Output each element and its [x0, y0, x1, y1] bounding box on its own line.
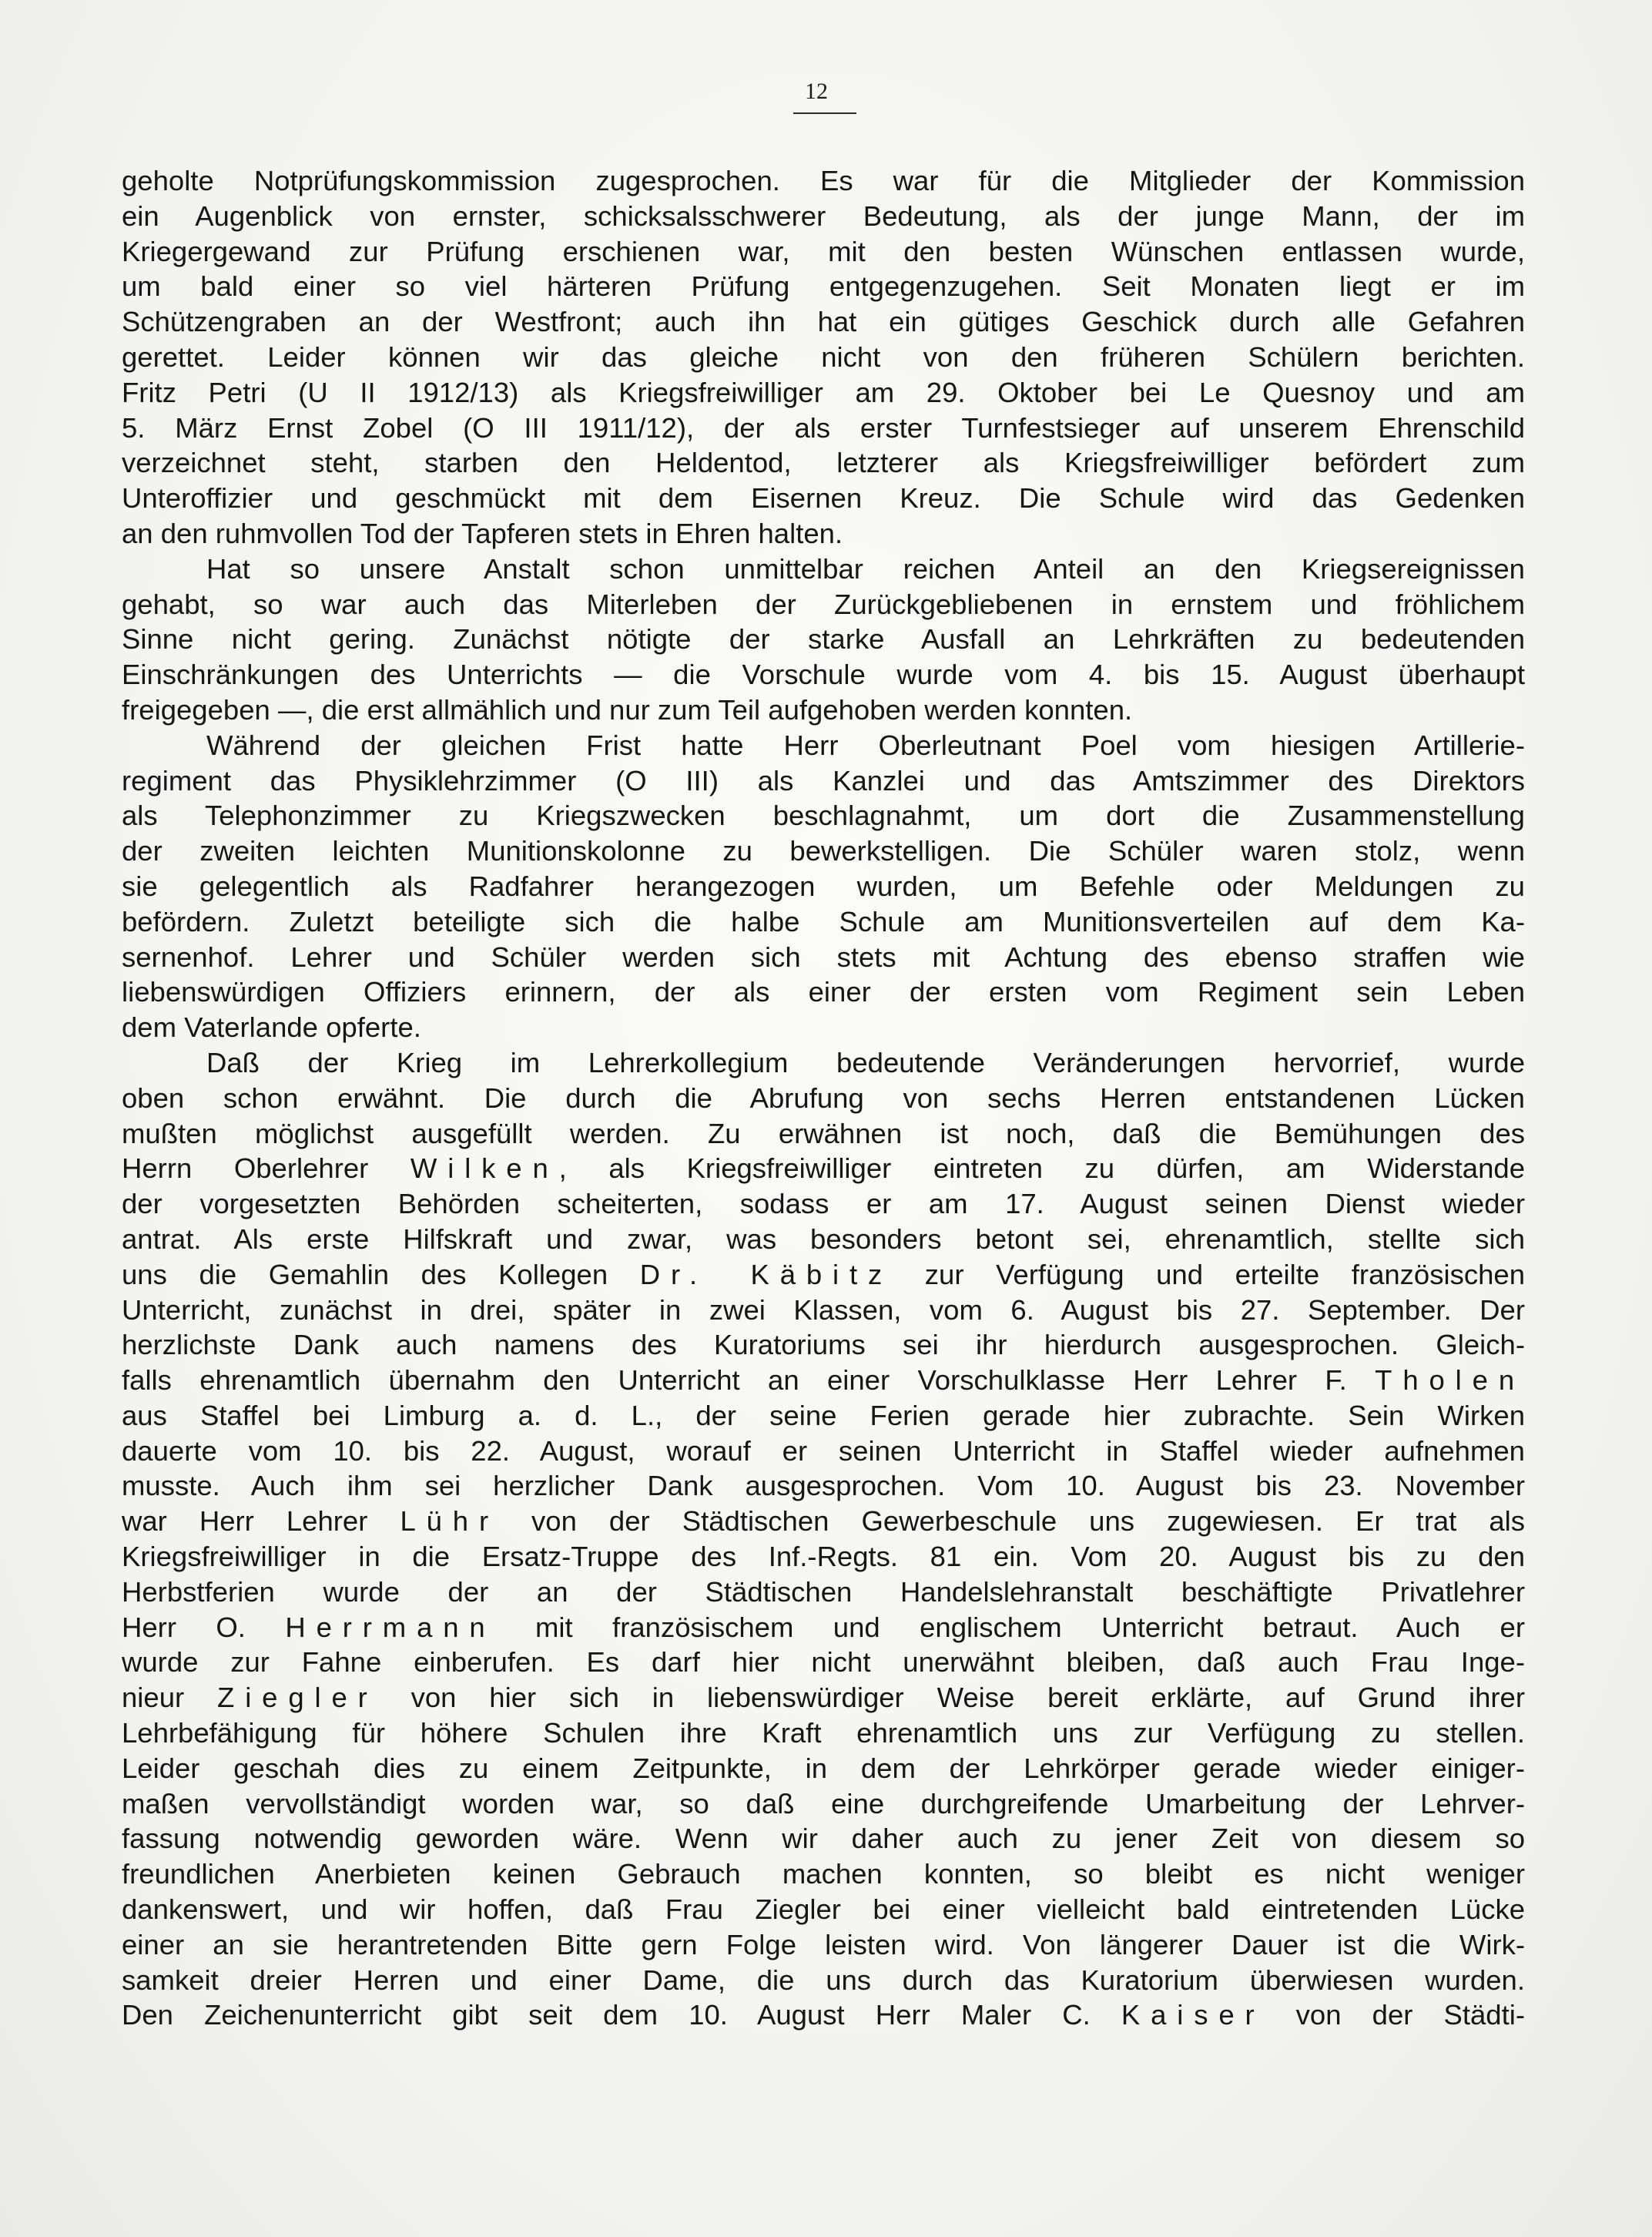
- text-line: Kriegsfreiwilliger in die Ersatz-Truppe des Inf.-Regts. 81 ein. Vom 20. August bis zu den: [122, 1541, 1525, 1573]
- spaced-name: Kaiser: [1121, 1999, 1265, 2031]
- text-line: nieur Ziegler von hier sich in liebenswürdiger Weise bereit erklärte, auf Grund ihrer: [122, 1682, 1525, 1714]
- text-line: freigegeben —, die erst allmählich und nur zum Teil aufgehoben werden konnten.: [122, 693, 1133, 726]
- spaced-name: Tholen: [1375, 1364, 1525, 1397]
- text-line: liebenswürdigen Offiziers erinnern, der als einer der ersten vom Regiment sein Leben: [122, 976, 1525, 1008]
- text-line: Herbstferien wurde der an der Städtischen Handelslehranstalt beschäftigte Privatlehrer: [122, 1575, 1525, 1608]
- text-line: mußten möglichst ausgefüllt werden. Zu erwähnen ist noch, daß die Bemühungen des: [122, 1117, 1525, 1149]
- text-line: aus Staffel bei Limburg a. d. L., der seine Ferien gerade hier zubrachte. Sein Wirken: [122, 1399, 1525, 1431]
- text-line: befördern. Zuletzt beteiligte sich die halbe Schule am Munitionsverteilen auf dem Ka-: [122, 905, 1525, 937]
- text-line: als Telephonzimmer zu Kriegszwecken beschlagnahmt, um dort die Zusammenstellung: [122, 800, 1525, 832]
- text-line: Sinne nicht gering. Zunächst nötigte der starke Ausfall an Lehrkräften zu bedeutenden: [122, 623, 1525, 656]
- text-line: regiment das Physiklehrzimmer (O III) als Kanzlei und das Amtszimmer des Direktors: [122, 764, 1525, 797]
- text-line: einer an sie herantretenden Bitte gern Folge leisten wird. Von längerer Dauer ist die Wirk-: [122, 1928, 1525, 1960]
- text-line: oben schon erwähnt. Die durch die Abrufung von sechs Herren entstandenen Lücken: [122, 1082, 1525, 1114]
- text-line: fassung notwendig geworden wäre. Wenn wir daher auch zu jener Zeit von diesem so: [122, 1823, 1525, 1855]
- text-line: Hat so unsere Anstalt schon unmittelbar reichen Anteil an den Kriegsereignissen: [206, 552, 1525, 585]
- text-line: Kriegergewand zur Prüfung erschienen war, mit den besten Wünschen entlassen wurde,: [122, 235, 1525, 267]
- text-line: freundlichen Anerbieten keinen Gebrauch machen konnten, so bleibt es nicht weniger: [122, 1858, 1525, 1890]
- text-line: Daß der Krieg im Lehrerkollegium bedeutende Veränderungen hervorrief, wurde: [206, 1046, 1525, 1078]
- text-line: der vorgesetzten Behörden scheiterten, sodass er am 17. August seinen Dienst wieder: [122, 1188, 1525, 1220]
- paragraph: [122, 1045, 1525, 2033]
- text-line: Lehrbefähigung für höhere Schulen ihre Kraft ehrenamtlich uns zur Verfügung zu stellen.: [122, 1717, 1525, 1749]
- text-line: um bald einer so viel härteren Prüfung entgegenzugehen. Seit Monaten liegt er im: [122, 270, 1525, 303]
- spaced-name: Dr. Käbitz: [639, 1258, 893, 1290]
- text-line: war Herr Lehrer Lühr von der Städtischen Gewerbeschule uns zugewiesen. Er trat als: [122, 1505, 1525, 1538]
- text-line: maßen vervollständigt worden war, so daß eine durchgreifende Umarbeitung der Lehrver-: [122, 1787, 1525, 1819]
- text-line: Herrn Oberlehrer Wilken, als Kriegsfreiwilliger eintreten zu dürfen, am Widerstande: [122, 1152, 1525, 1185]
- text-line: wurde zur Fahne einberufen. Es darf hier nicht unerwähnt bleiben, daß auch Frau Inge-: [122, 1646, 1525, 1679]
- text-line: 5. März Ernst Zobel (O III 1911/12), der als erster Turnfestsieger auf unserem Ehrenschild: [122, 411, 1525, 444]
- text-line: Herr O. Herrmann mit französischem und englischem Unterricht betraut. Auch er: [122, 1611, 1525, 1643]
- text-line: Den Zeichenunterricht gibt seit dem 10. August Herr Maler C. Kaiser von der Städti-: [122, 1999, 1526, 2031]
- paragraph: [122, 728, 1525, 1045]
- text-line: dem Vaterlande opferte.: [122, 1011, 421, 1044]
- text-line: gerettet. Leider können wir das gleiche nicht von den früheren Schülern berichten.: [122, 340, 1525, 373]
- text-line: dauerte vom 10. bis 22. August, worauf er seinen Unterricht in Staffel wieder aufnehmen: [122, 1434, 1525, 1467]
- text-line: Unterricht, zunächst in drei, später in zwei Klassen, vom 6. August bis 27. September. Der: [122, 1293, 1525, 1326]
- body-text: [122, 163, 1525, 2033]
- spaced-name: Herrmann: [285, 1611, 496, 1643]
- text-line: Unteroffizier und geschmückt mit dem Eisernen Kreuz. Die Schule wird das Gedenken: [122, 482, 1525, 515]
- text-line: herzlichste Dank auch namens des Kuratoriums sei ihr hierdurch ausgesprochen. Gleich-: [122, 1329, 1525, 1361]
- text-line: uns die Gemahlin des Kollegen Dr. Käbitz zur Verfügung und erteilte französischen: [122, 1258, 1525, 1290]
- text-line: sie gelegentlich als Radfahrer herangezogen wurden, um Befehle oder Meldungen zu: [122, 870, 1525, 902]
- text-line: samkeit dreier Herren und einer Dame, die uns durch das Kuratorium überwiesen wurden.: [122, 1964, 1525, 1996]
- text-line: musste. Auch ihm sei herzlicher Dank ausgesprochen. Vom 10. August bis 23. November: [122, 1470, 1525, 1502]
- spaced-name: Wilken: [410, 1152, 559, 1185]
- text-line: antrat. Als erste Hilfskraft und zwar, was besonders betont sei, ehrenamtlich, stellte sich: [122, 1222, 1525, 1255]
- spaced-name: Ziegler: [217, 1682, 378, 1714]
- text-line: sernenhof. Lehrer und Schüler werden sich stets mit Achtung des ebenso straffen wie: [122, 941, 1525, 973]
- text-line: Schützengraben an der Westfront; auch ihn hat ein gütiges Geschick durch alle Gefahren: [122, 306, 1525, 338]
- text-line: dankenswert, und wir hoffen, daß Frau Ziegler bei einer vielleicht bald eintretenden Lücke: [122, 1893, 1525, 1926]
- page-number: 12: [805, 79, 828, 104]
- text-line: falls ehrenamtlich übernahm den Unterricht an einer Vorschulklasse Herr Lehrer F. Tholen: [122, 1364, 1525, 1397]
- text-line: Fritz Petri (U II 1912/13) als Kriegsfreiwilliger am 29. Oktober bei Le Quesnoy und am: [122, 376, 1525, 408]
- text-line: Einschränkungen des Unterrichts — die Vorschule wurde vom 4. bis 15. August überhaupt: [122, 659, 1525, 691]
- text-line: geholte Notprüfungskommission zugesprochen. Es war für die Mitglieder der Kommission: [122, 165, 1525, 196]
- text-line: an den ruhmvollen Tod der Tapferen stets in Ehren halten.: [122, 517, 843, 549]
- text-line: Leider geschah dies zu einem Zeitpunkte, in dem der Lehrkörper gerade wieder einiger-: [122, 1752, 1525, 1784]
- paragraph: [122, 163, 1525, 552]
- text-line: ein Augenblick von ernster, schicksalsschwerer Bedeutung, als der junge Mann, der im: [122, 200, 1525, 232]
- text-line: der zweiten leichten Munitionskolonne zu bewerkstelligen. Die Schüler waren stolz, wenn: [122, 835, 1525, 867]
- paragraph: [122, 552, 1525, 728]
- text-line: Während der gleichen Frist hatte Herr Oberleutnant Poel vom hiesigen Artillerie-: [206, 729, 1525, 761]
- text-line: gehabt, so war auch das Miterleben der Zurückgebliebenen in ernstem und fröhlichem: [122, 588, 1525, 620]
- page-number-rule: [793, 112, 856, 114]
- spaced-name: Lühr: [400, 1505, 499, 1538]
- text-line: verzeichnet steht, starben den Heldentod, letzterer als Kriegsfreiwilliger befördert zum: [122, 447, 1525, 479]
